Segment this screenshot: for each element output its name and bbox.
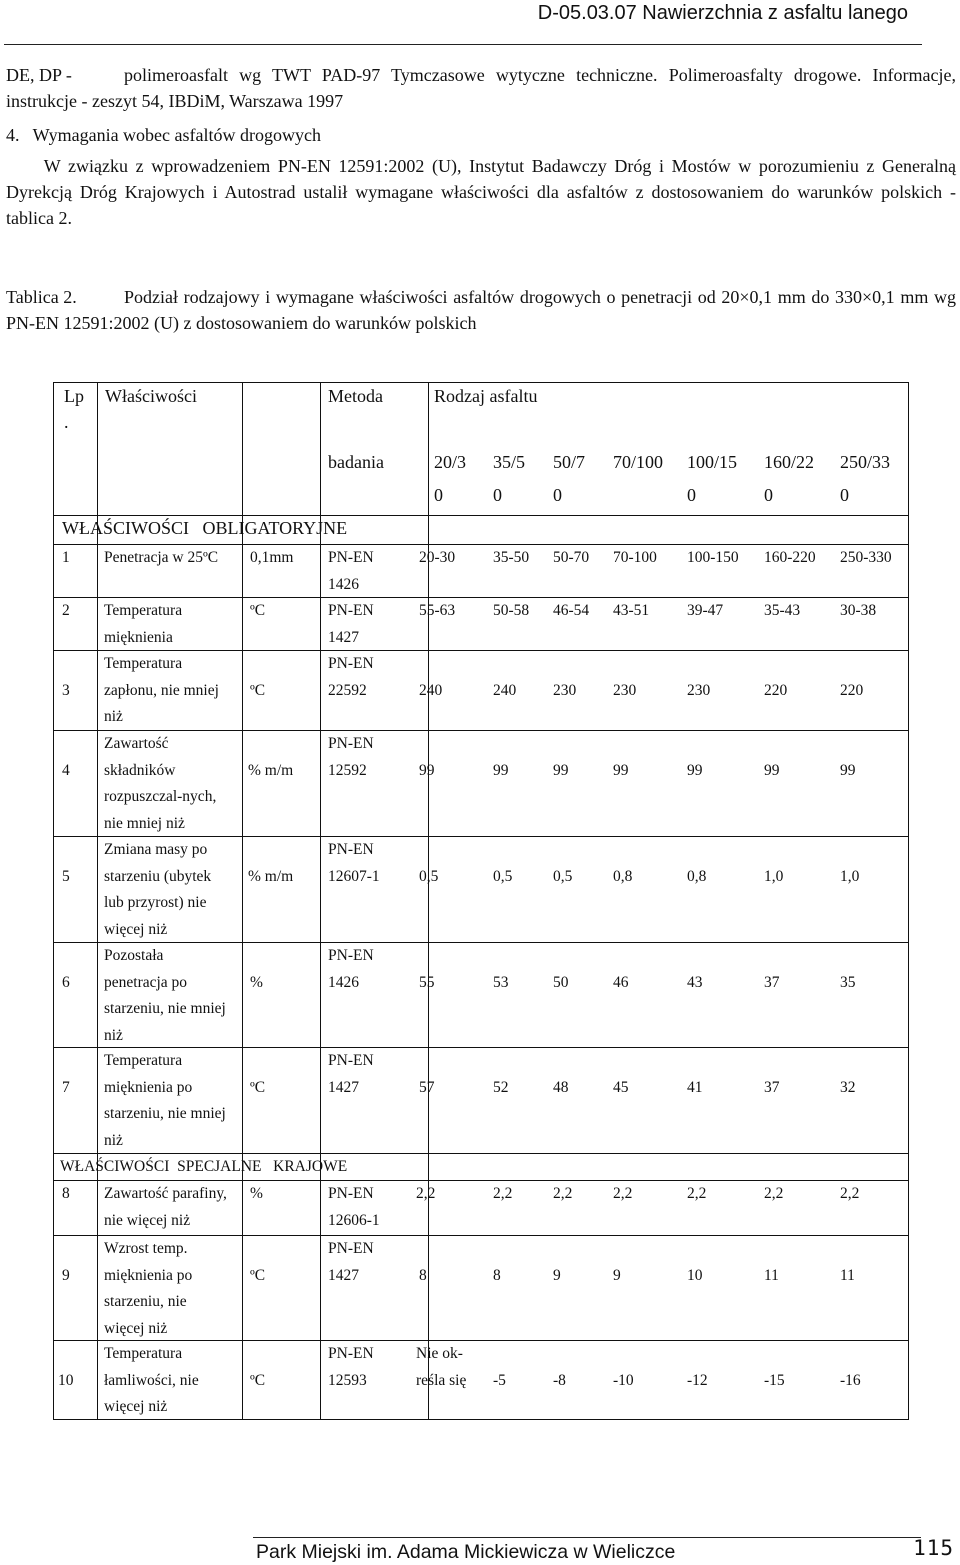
row-value: 0,5 [553,867,573,885]
row-method: PN-EN [328,1052,374,1069]
row-value: -15 [764,1371,785,1389]
row-value: 99 [493,761,509,779]
header-method-2: badania [328,452,384,472]
header-type-6: 160/22 [764,452,815,472]
row-value: 99 [687,761,703,779]
row-method: PN-EN [328,1345,374,1362]
header-type-7: 250/33 [840,452,891,472]
row-property: Temperatura [104,1052,183,1069]
row-method-2: 1426 [328,973,359,991]
row-property: niż [104,1026,123,1044]
row-value: 2,2 [687,1185,707,1202]
row-method-2: 12607-1 [328,867,380,885]
row-value: 230 [553,681,577,699]
row-value: 35-50 [493,549,530,566]
section-mandatory: WŁAŚCIWOŚCI OBLIGATORYJNE [62,518,348,538]
row-value: 57 [419,1078,435,1096]
row-value: 20-30 [419,549,456,566]
row-lp: 6 [62,973,70,991]
row-property: Pozostała [104,947,164,964]
section-title: 4. Wymagania wobec asfaltów drogowych [6,125,321,145]
row-property: starzeniu, nie mniej [104,1000,226,1017]
row-value: 52 [493,1078,509,1096]
header-type-2-line2: 0 [493,485,502,505]
row-value: 39-47 [687,602,724,619]
row-value: 0,5 [493,867,513,885]
row-value: 1,0 [840,867,860,885]
row-value: 2,2 [840,1185,860,1202]
row-value: -8 [553,1371,566,1389]
row-value: 240 [419,681,443,699]
row-lp: 5 [62,867,70,885]
page-number: 115 [913,1536,954,1560]
row-value: 50-58 [493,602,530,619]
row-value: 37 [764,973,780,991]
row-method-2: 1427 [328,1266,359,1284]
row-property: nie mniej niż [104,814,185,832]
row-method: PN-EN [328,947,374,964]
row-lp: 3 [62,681,70,699]
row-value: 70-100 [613,549,657,566]
row-value: 50-70 [553,549,590,566]
row-property: penetracja po [104,973,188,991]
asphalt-properties-table [53,382,909,1420]
footer-rule [253,1537,921,1538]
row-value: -16 [840,1371,861,1389]
table-caption [6,284,956,336]
row-property: zapłonu, nie mniej [104,681,219,699]
row-value: 8 [419,1266,427,1284]
row-value: 230 [687,681,711,699]
header-type-1: 20/3 [434,452,467,472]
header-property: Właściwości [105,386,197,406]
row-value-note-2: reśla się [416,1371,467,1389]
row-value: 46 [613,973,629,991]
row-value: 230 [613,681,637,699]
header-type-6-line2: 0 [764,485,773,505]
row-value: 10 [687,1266,703,1284]
row-property: więcej niż [104,1398,168,1415]
row-property: nie więcej niż [104,1211,191,1229]
row-value: 220 [764,681,788,699]
row-value: 35-43 [764,602,801,619]
row-method-2: 12606-1 [328,1211,380,1229]
document-header-title: D-05.03.07 Nawierzchnia z asfaltu lanego [537,2,908,24]
row-method: PN-EN [328,735,374,752]
row-method-2: 1427 [328,628,359,646]
row-value: 43 [687,973,703,991]
header-rule [4,44,922,45]
row-method: PN-EN [328,655,374,672]
row-property: Penetracja w 25ºC [104,549,219,566]
row-unit: ºC [250,1078,266,1096]
row-value: 160-220 [764,549,816,566]
row-method: PN-EN [328,1240,374,1257]
row-value: 50 [553,973,569,991]
reference-abbr: DE, DP - [6,65,72,85]
row-value: 2,2 [553,1185,573,1202]
row-value-note: Nie ok- [416,1345,463,1362]
row-property: więcej niż [104,920,168,938]
row-property: Zawartość parafiny, [104,1185,227,1202]
row-value: 11 [764,1266,779,1284]
row-value: 48 [553,1078,569,1096]
header-type-3-line2: 0 [553,485,562,505]
row-property: rozpuszczal-nych, [104,788,217,805]
row-lp: 1 [62,549,70,566]
row-value: 100-150 [687,549,739,566]
row-value: 99 [840,761,856,779]
row-value: 0,8 [687,867,707,885]
row-value: 11 [840,1266,855,1284]
row-property: Temperatura [104,1345,183,1362]
row-method: PN-EN [328,841,374,858]
row-property: starzeniu, nie [104,1293,187,1310]
row-unit: 0,1mm [250,549,294,566]
row-value: -5 [493,1371,506,1389]
row-value: 53 [493,973,509,991]
row-value: 99 [613,761,629,779]
header-lp-dot: . [64,412,69,432]
row-method-2: 1426 [328,575,359,593]
row-property: Temperatura [104,655,183,672]
header-type-1-line2: 0 [434,485,443,505]
row-value: 250-330 [840,549,892,566]
row-value: 30-38 [840,602,877,619]
row-method-2: 12593 [328,1371,367,1389]
row-value: 8 [493,1266,501,1284]
row-value: 1,0 [764,867,784,885]
reference-entry [6,62,956,114]
row-value: 32 [840,1078,856,1096]
row-value: -12 [687,1371,708,1389]
table-caption-label: Tablica 2. [6,287,77,307]
row-value: 0,8 [613,867,633,885]
row-lp: 8 [62,1185,70,1202]
table-caption-text: Podział rodzajowy i wymagane właściwości asfaltów drogowych o penetracji od 20×0,1 mm do 330×0,1 mm wg PN-EN 12591:2002 (U) z dostosowaniem do warunków polskich [6,287,956,333]
row-unit: % m/m [248,867,294,885]
row-value: -10 [613,1371,634,1389]
row-property: mięknienia [104,628,173,646]
header-type-7-line2: 0 [840,485,849,505]
row-value: 41 [687,1078,703,1096]
row-property: Zawartość [104,735,169,752]
row-property: składników [104,761,176,779]
row-value: 0,5 [419,867,439,885]
row-value: 99 [553,761,569,779]
row-property: lub przyrost) nie [104,894,207,911]
row-value: 2,2 [613,1185,633,1202]
footer-text: Park Miejski im. Adama Mickiewicza w Wieliczce [256,1541,676,1563]
row-method-2: 1427 [328,1078,359,1096]
reference-text: polimeroasfalt wg TWT PAD-97 Tymczasowe wytyczne techniczne. Polimeroasfalty drogowe. Informacje, instrukcje - zeszyt 54, IBDiM, Warszawa 1997 [6,65,956,111]
row-unit: % m/m [248,761,294,779]
row-method: PN-EN [328,602,374,619]
row-unit: ºC [250,1266,266,1284]
header-type-5: 100/15 [687,452,738,472]
row-unit: ºC [250,1371,266,1389]
row-method: PN-EN [328,1185,374,1202]
row-method-2: 12592 [328,761,367,779]
row-property: mięknienia po [104,1078,193,1096]
row-unit: ºC [250,681,266,699]
row-property: niż [104,708,123,725]
header-asphalt-type: Rodzaj asfaltu [434,386,538,406]
row-lp: 9 [62,1266,70,1284]
row-value: 55 [419,973,435,991]
row-value: 2,2 [493,1185,513,1202]
row-value: 43-51 [613,602,650,619]
header-type-4: 70/100 [613,452,664,472]
row-property: starzeniu (ubytek [104,867,212,885]
row-unit: % [250,1185,263,1202]
row-value: 220 [840,681,864,699]
row-lp: 2 [62,602,70,619]
row-lp: 10 [58,1371,74,1389]
row-property: łamliwości, nie [104,1371,199,1389]
row-property: więcej niż [104,1319,168,1337]
row-property: Zmiana masy po [104,841,208,858]
table-col-rule [428,383,429,1419]
row-value: 2,2 [416,1185,436,1202]
row-lp: 7 [62,1078,70,1096]
section-special: WŁAŚCIWOŚCI SPECJALNE KRAJOWE [60,1158,348,1175]
row-property: starzeniu, nie mniej [104,1105,226,1122]
row-value: 45 [613,1078,629,1096]
row-value: 9 [553,1266,561,1284]
row-unit: ºC [250,602,266,619]
row-property: Wzrost temp. [104,1240,188,1257]
row-value: 99 [419,761,435,779]
row-value: 55-63 [419,602,456,619]
row-value: 99 [764,761,780,779]
row-method: PN-EN [328,549,374,566]
row-value: 35 [840,973,856,991]
header-type-2: 35/5 [493,452,526,472]
header-type-5-line2: 0 [687,485,696,505]
row-value: 46-54 [553,602,590,619]
row-property: mięknienia po [104,1266,193,1284]
header-type-3: 50/7 [553,452,586,472]
header-method: Metoda [328,386,383,406]
row-lp: 4 [62,761,70,779]
row-value: 9 [613,1266,621,1284]
row-unit: % [250,973,263,991]
row-value: 37 [764,1078,780,1096]
body-paragraph: W związku z wprowadzeniem PN-EN 12591:2002 (U), Instytut Badawczy Dróg i Mostów w porozumieniu z Generalną Dyrekcją Dróg Krajowych i Autostrad ustalił wymagane właściwości dla asfaltów z dostosowaniem do warunków polskich - tablica 2. [6,156,956,228]
row-property: niż [104,1131,123,1149]
header-lp: Lp [64,386,84,406]
row-property: Temperatura [104,602,183,619]
row-method-2: 22592 [328,681,367,699]
row-value: 240 [493,681,517,699]
row-value: 2,2 [764,1185,784,1202]
